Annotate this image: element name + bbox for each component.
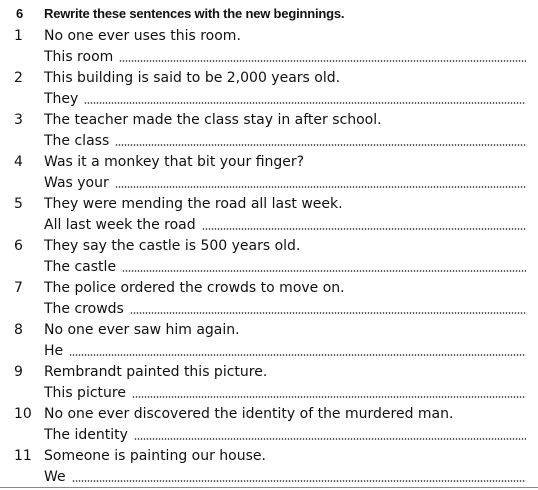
exercise-item: [0, 235, 538, 277]
item-number: 3: [14, 111, 23, 128]
bottom-divider: [0, 487, 538, 488]
item-answer-row: [44, 382, 526, 403]
exercise-item: [0, 67, 538, 109]
item-answer-row: [44, 466, 526, 487]
item-sentence: Rembrandt painted this picture.: [44, 363, 268, 380]
answer-dotted-line[interactable]: [84, 102, 526, 104]
item-number: 10: [14, 405, 32, 422]
answer-dotted-line[interactable]: [69, 354, 526, 356]
item-number: 4: [14, 153, 23, 170]
item-number: 6: [14, 237, 23, 254]
item-prompt: All last week the road: [44, 216, 196, 233]
answer-dotted-line[interactable]: [134, 438, 526, 440]
item-sentence: This building is said to be 2,000 years old.: [44, 69, 341, 86]
answer-dotted-line[interactable]: [130, 312, 526, 314]
item-answer-row: [44, 172, 526, 193]
item-prompt: The class: [44, 132, 110, 149]
item-sentence: They say the castle is 500 years old.: [44, 237, 301, 254]
item-answer-row: [44, 256, 526, 277]
item-number: 2: [14, 69, 23, 86]
answer-dotted-line[interactable]: [202, 228, 526, 230]
item-number: 8: [14, 321, 23, 338]
exercise-item: [0, 25, 538, 67]
answer-dotted-line[interactable]: [122, 270, 526, 272]
exercise-number: 6: [16, 5, 24, 21]
item-prompt: We: [44, 468, 66, 485]
answer-dotted-line[interactable]: [115, 144, 526, 146]
item-sentence: No one ever discovered the identity of the murdered man.: [44, 405, 454, 422]
exercise-item: [0, 151, 538, 193]
item-answer-row: [44, 88, 526, 109]
item-sentence: Someone is painting our house.: [44, 447, 266, 464]
answer-dotted-line[interactable]: [119, 60, 526, 62]
exercise-item: [0, 193, 538, 235]
item-answer-row: [44, 130, 526, 151]
item-prompt: The identity: [44, 426, 128, 443]
exercise-item: [0, 277, 538, 319]
item-number: 7: [14, 279, 23, 296]
item-prompt: Was your: [44, 174, 109, 191]
item-answer-row: [44, 298, 526, 319]
exercise-item: [0, 319, 538, 361]
item-answer-row: [44, 340, 526, 361]
item-prompt: He: [44, 342, 64, 359]
answer-dotted-line[interactable]: [115, 186, 526, 188]
item-prompt: The crowds: [44, 300, 124, 317]
exercise-item: [0, 445, 538, 487]
exercise-instruction: Rewrite these sentences with the new beginnings.: [44, 5, 345, 21]
item-answer-row: [44, 424, 526, 445]
item-sentence: No one ever saw him again.: [44, 321, 240, 338]
item-sentence: They were mending the road all last week.: [44, 195, 343, 212]
item-prompt: This room: [44, 48, 114, 65]
exercise-item: [0, 361, 538, 403]
item-sentence: The police ordered the crowds to move on.: [44, 279, 345, 296]
item-answer-row: [44, 46, 526, 67]
item-sentence: No one ever uses this room.: [44, 27, 241, 44]
item-answer-row: [44, 214, 526, 235]
item-number: 5: [14, 195, 23, 212]
item-prompt: This picture: [44, 384, 126, 401]
exercise-item: [0, 109, 538, 151]
item-number: 11: [14, 447, 32, 464]
answer-dotted-line[interactable]: [72, 480, 526, 482]
exercise-header: [16, 3, 344, 23]
item-prompt: The castle: [44, 258, 117, 275]
exercise-item: [0, 403, 538, 445]
item-prompt: They: [44, 90, 79, 107]
item-sentence: The teacher made the class stay in after school.: [44, 111, 382, 128]
item-number: 9: [14, 363, 23, 380]
item-number: 1: [14, 27, 23, 44]
answer-dotted-line[interactable]: [132, 396, 526, 398]
exercise-items-list: [0, 25, 538, 487]
item-sentence: Was it a monkey that bit your finger?: [44, 153, 305, 170]
